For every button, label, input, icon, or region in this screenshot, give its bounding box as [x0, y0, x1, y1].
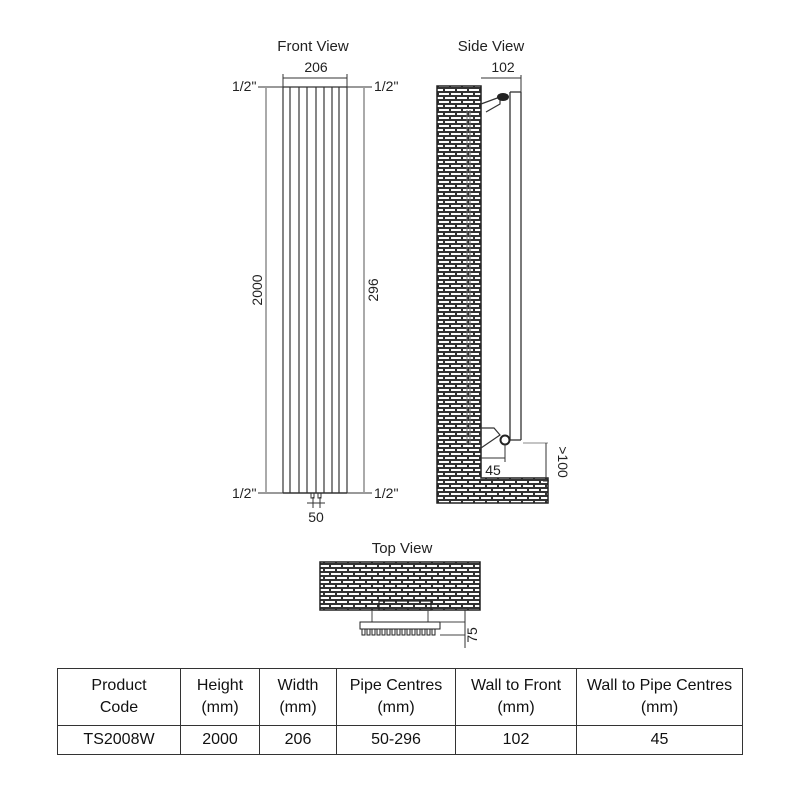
- header-wall-to-pipe-centres: Wall to Pipe Centres (mm): [577, 669, 743, 726]
- connection-top-left: 1/2": [232, 78, 257, 94]
- top-view: [320, 540, 480, 648]
- header-width: Width (mm): [260, 669, 337, 726]
- top-view-fins: [362, 629, 435, 635]
- header-pipe-centres: Pipe Centres (mm): [337, 669, 456, 726]
- side-view: [437, 38, 571, 503]
- cell-product-code: TS2008W: [58, 726, 181, 755]
- side-floor-clearance-dim: >100: [555, 446, 571, 478]
- front-height-dim: 2000: [249, 274, 265, 306]
- cell-width: 206: [260, 726, 337, 755]
- header-product-code: Product Code: [58, 669, 181, 726]
- side-wall-to-front-dim: 102: [491, 59, 515, 75]
- cell-wall-to-front: 102: [456, 726, 577, 755]
- side-wall-to-pipe-dim: 45: [485, 462, 501, 478]
- top-view-title: Top View: [371, 540, 433, 557]
- front-width-dim: 206: [304, 59, 328, 75]
- header-wall-to-front: Wall to Front (mm): [456, 669, 577, 726]
- top-depth-dim: 75: [464, 627, 480, 643]
- connection-top-right: 1/2": [374, 78, 399, 94]
- cell-height: 2000: [181, 726, 260, 755]
- side-view-title: Side View: [457, 38, 525, 55]
- connection-bottom-right: 1/2": [374, 485, 399, 501]
- top-brick-wall: [320, 562, 480, 610]
- spec-table: [57, 668, 743, 755]
- table-row: [58, 726, 743, 755]
- header-height: Height (mm): [181, 669, 260, 726]
- front-view: [232, 38, 398, 525]
- cell-wall-to-pipe-centres: 45: [577, 726, 743, 755]
- front-pipe-centre-dim: 296: [365, 278, 381, 302]
- radiator-columns: [283, 87, 347, 493]
- cell-pipe-centres: 50-296: [337, 726, 456, 755]
- spec-table-header-row: [58, 669, 743, 726]
- connection-bottom-left: 1/2": [232, 485, 257, 501]
- front-view-title: Front View: [277, 38, 349, 55]
- front-pipe-centre-min-dim: 50: [308, 509, 324, 525]
